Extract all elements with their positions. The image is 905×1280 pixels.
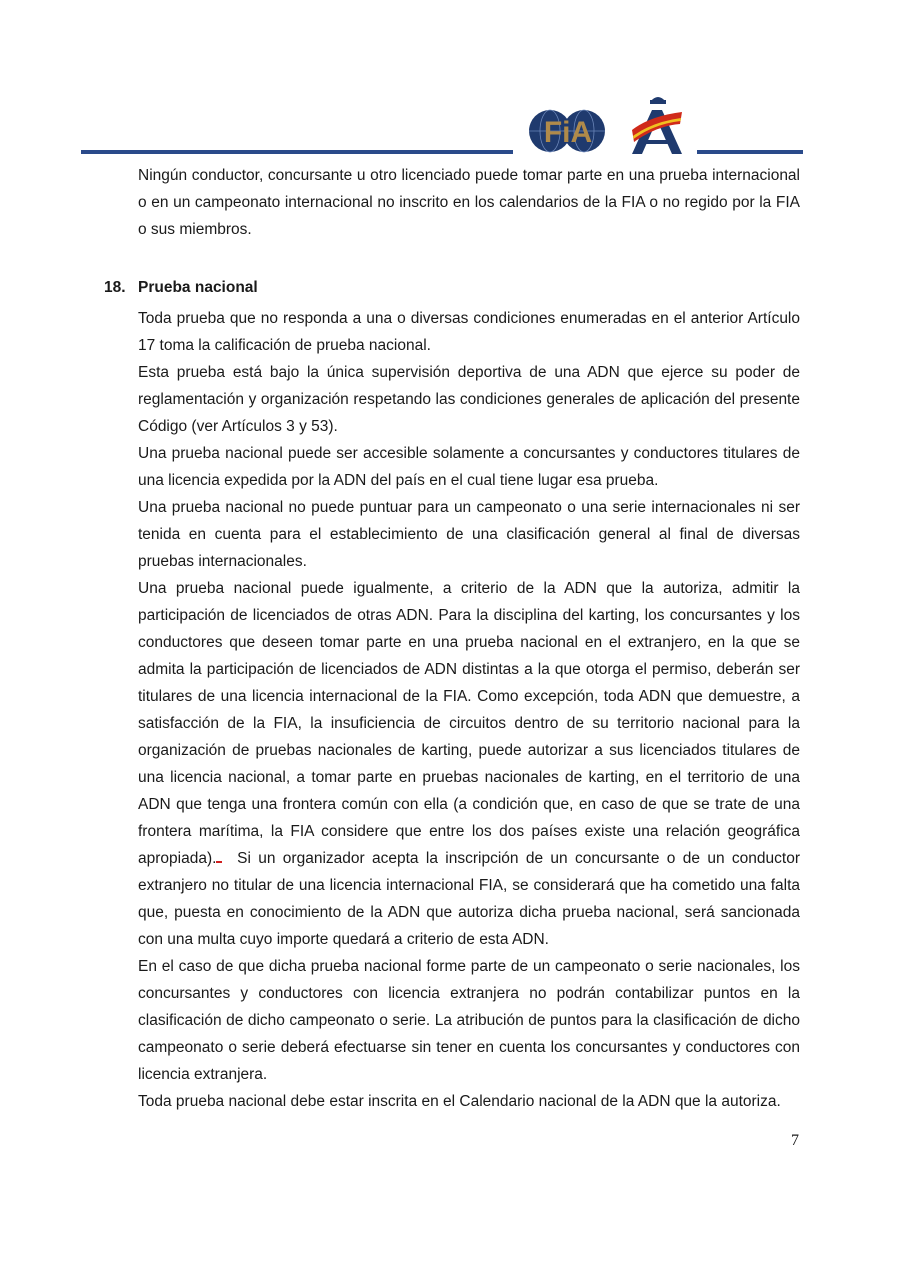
paragraph: Ningún conductor, concursante u otro licenciado puede tomar parte en una prueba internacional o en un campeonato internacional no inscrito en los calendarios de la FIA o no regido por la FIA o sus miembros. [138,167,800,238]
paragraph: Una prueba nacional no puede puntuar para un campeonato o una serie internacionales ni ser tenida en cuenta para el establecimiento de una clasificación general al final de diversas pruebas internacionales. [138,499,800,570]
section-heading [104,279,258,297]
fia-logo-icon [528,104,608,158]
paragraph: Una prueba nacional puede igualmente, a criterio de la ADN que la autoriza, admitir la participación de licenciados de otras ADN. Para la disciplina del karting, los concursantes y los conductores que deseen tomar parte en una prueba nacional en el extranjero, en la que se admita la participación de licenciados de ADN distintas a la que otorga el permiso, deberán ser titulares de una licencia internacional de la FIA. Como excepción, toda ADN que demuestre, a satisfacción de la FIA, la insuficiencia de circuitos dentro de su territorio nacional para la organización de pruebas nacionales de karting, puede autorizar a sus licenciados titulares de una licencia nacional, a tomar parte en pruebas nacionales de karting, en el territorio de una ADN que tenga una frontera común con ella (a condición que, en caso de que se trate de una frontera marítima, la FIA considere que entre los dos países existe una relación geográfica apropiada). [138,580,800,867]
paragraph: Si un organizador acepta la inscripción de un concursante o de un conductor extranjero no titular de una licencia internacional FIA, se considerará que ha cometido una falta que, puesta en conocimiento de la ADN que autoriza dicha prueba nacional, será sancionada con una multa cuyo importe quedará a criterio de esta ADN. [138,850,800,948]
section-title: Prueba nacional [138,279,258,296]
paragraph: Toda prueba que no responda a una o diversas condiciones enumeradas en el anterior Artículo 17 toma la calificación de prueba nacional. [138,310,800,354]
paragraph: Una prueba nacional puede ser accesible solamente a concursantes y conductores titulares de una licencia expedida por la ADN del país en el cual tiene lugar esa prueba. [138,445,800,489]
intro-paragraph [138,162,800,243]
header-rule-left [81,150,513,154]
paragraph: Toda prueba nacional debe estar inscrita en el Calendario nacional de la ADN que la autoriza. [138,1093,781,1110]
rfeda-logo-icon [626,90,688,156]
section-body [138,305,800,1115]
svg-text:FiA: FiA [543,116,593,149]
page-number: 7 [791,1132,799,1149]
revision-mark [216,851,222,863]
section-number: 18. [104,279,126,296]
paragraph: En el caso de que dicha prueba nacional forme parte de un campeonato o serie nacionales, los concursantes y conductores con licencia extranjera no podrán contabilizar puntos en la clasificación de dicho campeonato o serie. La atribución de puntos para la clasificación de dicho campeonato o serie deberá efectuarse sin tener en cuenta los concursantes y conductores con licencia extranjera. [138,958,800,1083]
paragraph: Esta prueba está bajo la única supervisión deportiva de una ADN que ejerce su poder de reglamentación y organización respetando las condiciones generales de aplicación del presente Código (ver Artículos 3 y 53). [138,364,800,435]
header-rule-right [697,150,803,154]
